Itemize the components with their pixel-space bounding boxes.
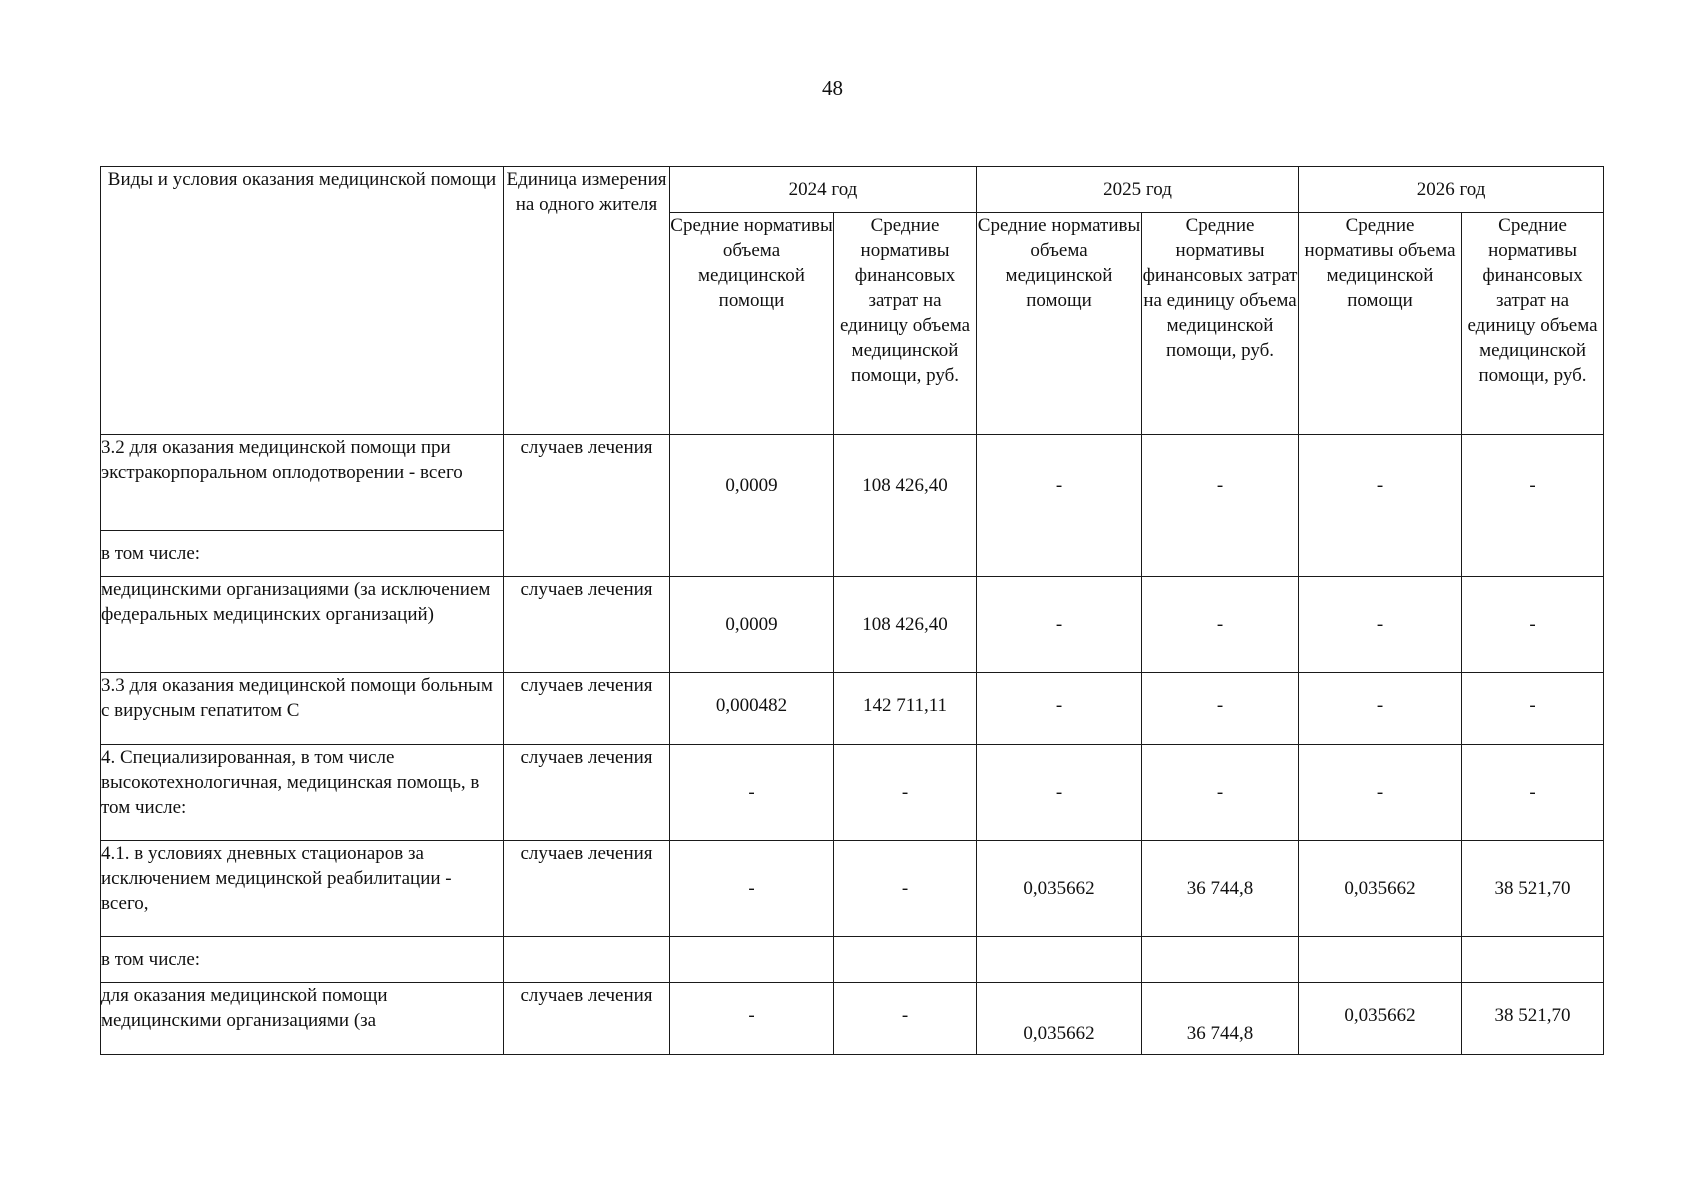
row-2026-cost: - [1462,577,1604,673]
row-2025-cost: - [1142,673,1299,745]
table-row [101,577,1604,673]
row-label: 3.2 для оказания медицинской помощи при экстракорпоральном оплодотворении - всего [101,435,504,531]
row-2026-cost: 38 521,70 [1462,983,1604,1055]
row-label: для оказания медицинской помощи медицинскими организациями (за [101,983,504,1055]
row-2024-volume: 0,000482 [670,673,834,745]
row-2024-cost: 142 711,11 [834,673,977,745]
row-2025-volume: - [977,745,1142,841]
row-label: в том числе: [101,937,504,983]
row-2025-volume: 0,035662 [977,983,1142,1055]
row-2025-cost: 36 744,8 [1142,983,1299,1055]
header-year-2025: 2025 год [977,167,1299,213]
row-2026-volume: - [1299,435,1462,577]
row-2024-volume: - [670,983,834,1055]
row-2026-cost: - [1462,673,1604,745]
table-row [101,841,1604,937]
row-label: 3.3 для оказания медицинской помощи больным с вирусным гепатитом С [101,673,504,745]
row-2026-volume: - [1299,577,1462,673]
header-2025-cost: Средние нормативы финансовых затрат на единицу объема медицинской помощи, руб. [1142,213,1299,435]
page-number: 48 [822,76,843,100]
empty-cell [834,937,977,983]
header-2026-cost: Средние нормативы финансовых затрат на единицу объема медицинской помощи, руб. [1462,213,1604,435]
row-2025-cost: 36 744,8 [1142,841,1299,937]
row-2025-volume: - [977,435,1142,577]
norms-table [100,166,1604,1055]
row-2024-cost: - [834,983,977,1055]
empty-cell [1299,937,1462,983]
row-2025-cost: - [1142,577,1299,673]
row-2024-cost: - [834,745,977,841]
row-2026-volume: 0,035662 [1299,983,1462,1055]
header-2024-volume: Средние нормативы объема медицинской помощи [670,213,834,435]
empty-cell [1142,937,1299,983]
row-2024-volume: 0,0009 [670,435,834,577]
row-unit: случаев лечения [504,745,670,841]
header-2024-cost: Средние нормативы финансовых затрат на единицу объема медицинской помощи, руб. [834,213,977,435]
row-unit: случаев лечения [504,577,670,673]
header-2026-volume: Средние нормативы объема медицинской помощи [1299,213,1462,435]
row-2026-cost: - [1462,435,1604,577]
row-unit: случаев лечения [504,983,670,1055]
empty-cell [670,937,834,983]
empty-cell [504,937,670,983]
row-unit: случаев лечения [504,673,670,745]
row-2025-volume: 0,035662 [977,841,1142,937]
header-type: Виды и условия оказания медицинской помощи [101,167,504,435]
table-row [101,745,1604,841]
row-label: 4.1. в условиях дневных стационаров за исключением медицинской реабилитации - всего, [101,841,504,937]
row-2024-volume: - [670,745,834,841]
row-unit: случаев лечения [504,841,670,937]
row-2026-volume: - [1299,673,1462,745]
row-label: в том числе: [101,531,504,577]
row-2026-cost: 38 521,70 [1462,841,1604,937]
row-2024-cost: - [834,841,977,937]
header-year-2024: 2024 год [670,167,977,213]
table-row [101,983,1604,1055]
row-2025-cost: - [1142,745,1299,841]
row-unit: случаев лечения [504,435,670,577]
row-2025-volume: - [977,673,1142,745]
row-2025-cost: - [1142,435,1299,577]
row-2026-cost: - [1462,745,1604,841]
row-2026-volume: - [1299,745,1462,841]
row-2024-volume: - [670,841,834,937]
row-2026-volume: 0,035662 [1299,841,1462,937]
table-row [101,937,1604,983]
row-2024-volume: 0,0009 [670,577,834,673]
row-2024-cost: 108 426,40 [834,577,977,673]
header-2025-volume: Средние нормативы объема медицинской помощи [977,213,1142,435]
header-year-2026: 2026 год [1299,167,1604,213]
table-row [101,435,1604,531]
table-row [101,673,1604,745]
row-2024-cost: 108 426,40 [834,435,977,577]
header-row-years [101,167,1604,213]
empty-cell [977,937,1142,983]
row-label: медицинскими организациями (за исключением федеральных медицинских организаций) [101,577,504,673]
empty-cell [1462,937,1604,983]
header-unit: Единица измерения на одного жителя [504,167,670,435]
row-label: 4. Специализированная, в том числе высокотехнологичная, медицинская помощь, в том числе: [101,745,504,841]
row-2025-volume: - [977,577,1142,673]
